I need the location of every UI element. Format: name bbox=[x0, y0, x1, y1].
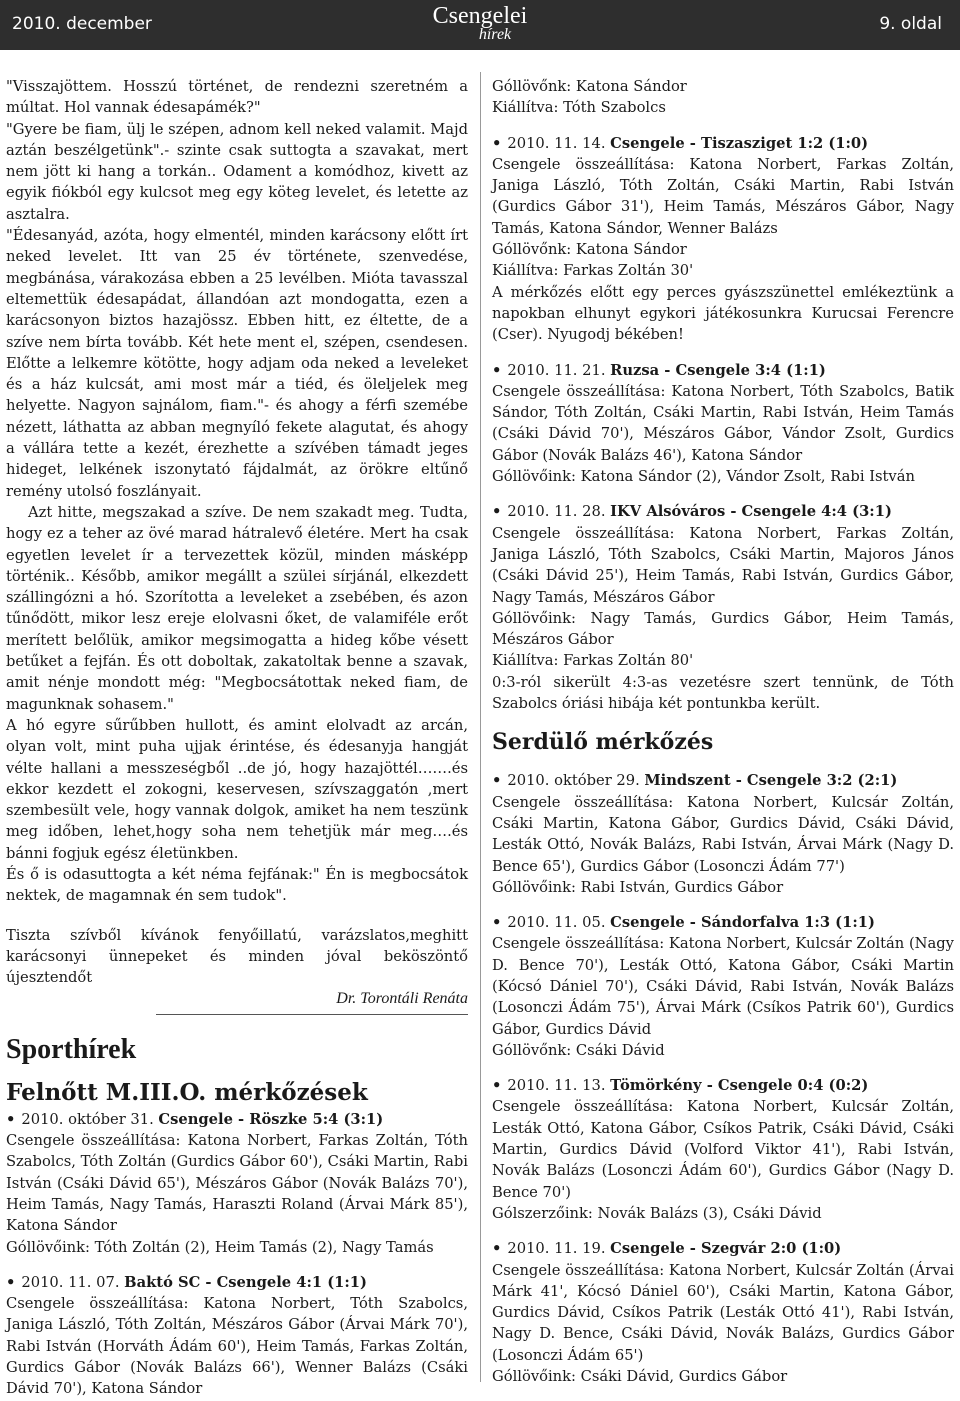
match-date: 2010. 11. 19. bbox=[507, 1240, 611, 1258]
match-detail: Csengele összeállítása: Katona Norbert, Kulcsár Zoltán (Nagy D. Bence 70'), Lesták Ottó, Katona Gábor, Csáki Martin (Kócsó Dániel 70'), Csáki Dávid, Rabi István, Novák Balázs (Losonczi Ádám 75'), Árvai Márk (Csíkos Patrik 60'), Gurdics Gábor, Gurdics Dávid bbox=[492, 935, 954, 1038]
masthead-title: Csengelei bbox=[432, 3, 528, 29]
match-detail: Csengele összeállítása: Katona Norbert, Kulcsár Zoltán, Lesták Ottó, Katona Gábor, Csíkos Patrik, Csáki Dávid, Csáki Martin, Gurdics Dávid (Volford Viktor 41'), Rabi István, Novák Balázs (Losonczi Ádám 60'), Gurdics Gábor (Nagy D. Bence 70') bbox=[492, 1098, 954, 1201]
match-detail: Csengele összeállítása: Katona Norbert, Tóth Szabolcs, Janiga László, Tóth Zoltán, Mészáros Gábor (Árvai Márk 70'), Rabi István (Horváth Ádám 60'), Heim Tamás, Farkas Zoltán, Gurdics Gábor (Novák Balázs 66'), Wenner Balázs (Csáki Dávid 70'), Katona Sándor bbox=[6, 1295, 468, 1398]
match-report bbox=[492, 501, 954, 714]
adult-matches-list-continued bbox=[492, 76, 954, 714]
match-detail: Góllövőnk: Katona Sándor bbox=[492, 241, 687, 259]
match-detail: Csengele összeállítása: Katona Norbert, Tóth Szabolcs, Batik Sándor, Tóth Zoltán, Csáki Martin, Rabi István, Heim Tamás (Csáki Dávid 70'), Mészáros Gábor, Vándor Zsolt, Gurdics Gábor (Novák Balázs 46'), Katona Sándor bbox=[492, 382, 954, 464]
match-detail: Kiállítva: Farkas Zoltán 80' bbox=[492, 652, 694, 670]
bullet-icon: • bbox=[492, 914, 502, 932]
match-report bbox=[492, 1075, 954, 1224]
match-report bbox=[492, 1238, 954, 1387]
match-report bbox=[492, 360, 954, 488]
bullet-icon: • bbox=[492, 134, 502, 152]
story-paragraph: "Édesanyád, azóta, hogy elmentél, minden karácsony előtt írt neked levelet. Itt van 25 év története, szenvedése, megbánása, várakozása ebben a 25 levélben. Mióta tavasszal eltemettük édesapádat, állandóan azt mondogatta, ezen a karácsonyon biztos hazajössz. Ebben hitt, ez éltette, de a szíve nem bírta tovább. Két hete ment el, szépen, csendesen. Előtte a lelkemre kötötte, hogy adjam oda neked a leveleket és a ház kulcsát, ami most már a tiéd, és öleljelek meg helyette. Nagyon sajnálom, fiam."- és ahogy a férfi szemébe nézett, láthatta az abban megnyíló fekete alagutat, és ahogy a vállára tette a kezét, érezhette a szívében támadt jeges hideget, lelkének iszonytató fájdalmát, az örökre eltűnő remény utolsó foszlányait. bbox=[6, 227, 468, 500]
match-detail: Góllövőink: Tóth Zoltán (2), Heim Tamás (2), Nagy Tamás bbox=[6, 1238, 434, 1256]
match-detail: Góllövőnk: Csáki Dávid bbox=[492, 1041, 665, 1059]
match-heading bbox=[6, 1272, 468, 1293]
match-date: 2010. 11. 28. bbox=[507, 503, 611, 521]
story-paragraph: Azt hitte, megszakad a szíve. De nem szakadt meg. Tudta, hogy ez a teher az övé marad hátralevő életére. Mert ha csak egyetlen levelet ír a tervezettek közül, minden másképp történik.. Később, amikor megállt a szülei sírjánál, elkezdett szállingózni a hó. Szorította a leveleket a zsebében, és azon tűnődött, mikor lesz ereje elolvasni őket, de valamiféle erőt merített belőlük, amikor megsimogatta a hideg kőbe vésett betűket a fejfán. És ott doboltak, zakatoltak benne a szavak, amit nénje mondott még: "Megbocsátottak neked fiam, de magunknak sohasem." bbox=[6, 503, 468, 713]
match-detail: Csengele összeállítása: Katona Norbert, Farkas Zoltán, Janiga László, Tóth Zoltán, Csáki Martin, Rabi István (Gurdics Gábor 31'), Heim Tamás, Mészáros Gábor, Nagy Tamás, Katona Sándor, Wenner Balázs bbox=[492, 155, 954, 237]
match-heading bbox=[492, 501, 954, 522]
match-detail: Csengele összeállítása: Katona Norbert, Kulcsár Zoltán (Árvai Márk 41', Kócsó Dániel 60'), Csáki Martin, Katona Gábor, Gurdics Dávid, Csíkos Patrik (Lesták Ottó 41'), Rabi István, Nagy D. Bence, Csáki Dávid, Novák Balázs, Gurdics Gábor (Losonczi Ádám 65') bbox=[492, 1261, 954, 1364]
match-detail: Kiállítva: Tóth Szabolcs bbox=[492, 99, 666, 117]
page-header bbox=[0, 0, 960, 50]
match-title: IKV Alsóváros - Csengele 4:4 (3:1) bbox=[610, 503, 892, 521]
match-detail: Csengele összeállítása: Katona Norbert, Farkas Zoltán, Tóth Szabolcs, Tóth Zoltán (Gurdics Gábor 60'), Csáki Martin, Rabi István (Csáki Dávid 65'), Mészáros Gábor (Novák Balázs 70'), Heim Tamás, Nagy Tamás, Haraszti Roland (Árvai Márk 85'), Katona Sándor bbox=[6, 1132, 468, 1235]
match-title: Csengele - Sándorfalva 1:3 (1:1) bbox=[610, 914, 875, 932]
match-heading bbox=[492, 770, 954, 791]
match-heading bbox=[492, 912, 954, 933]
bullet-icon: • bbox=[492, 503, 502, 521]
match-report bbox=[492, 912, 954, 1061]
match-detail: Csengele összeállítása: Katona Norbert, Farkas Zoltán, Janiga László, Tóth Szabolcs, Csáki Martin, Majoros János (Csáki Dávid 25'), Heim Tamás, Rabi István, Gurdics Gábor, Nagy Tamás, Mészáros Gábor bbox=[492, 524, 954, 606]
match-detail: Góllövőink: Csáki Dávid, Gurdics Gábor bbox=[492, 1368, 788, 1386]
section-title: Sporthírek bbox=[6, 1033, 137, 1065]
bullet-icon: • bbox=[6, 1273, 16, 1291]
story-paragraph: A hó egyre sűrűbben hullott, és amint elolvadt az arcán, olyan volt, mint puha ujjak érintése, és édesanyja hangját vélte hallani a messzeségből ..de jó, hogy hazajöttél…….és ekkor kezdett el zokogni, keservesen, szívszaggatón ,mert szembesült vele, hogy vannak dolgok, amiket ha nem teszünk meg időben, lehet,hogy soha nem tehetjük már meg….és bánni fogjuk egész életünkben. bbox=[6, 716, 468, 862]
match-title: Ruzsa - Csengele 3:4 (1:1) bbox=[610, 361, 826, 379]
match-date: 2010. 11. 14. bbox=[507, 134, 611, 152]
match-detail: Gólszerzőink: Novák Balázs (3), Csáki Dávid bbox=[492, 1204, 822, 1222]
story-paragraph: "Gyere be fiam, ülj le szépen, adnom kell neked valamit. Majd aztán beszélgetünk".- szinte csak suttogta a szavakat, mert nem jött ki hang a torkán.. Odament a komódhoz, kivett az egyik fiókból egy kulcsot meg egy köteg levelet, és letette az asztalra. bbox=[6, 120, 468, 223]
match-detail: Góllövőnk: Katona Sándor bbox=[492, 78, 687, 95]
match-title: Csengele - Tiszasziget 1:2 (1:0) bbox=[610, 134, 869, 152]
match-date: 2010. 11. 07. bbox=[21, 1273, 125, 1291]
match-detail: Csengele összeállítása: Katona Norbert, Kulcsár Zoltán, Csáki Martin, Katona Gábor, Gurdics Dávid, Csáki Dávid, Lesták Ottó, Novák Balázs, Rabi István, Árvai Márk (Nagy D. Bence 65'), Gurdics Gábor (Losonczi Ádám 77') bbox=[492, 793, 954, 875]
youth-matches-heading: Serdülő mérkőzés bbox=[492, 729, 714, 756]
bullet-icon: • bbox=[492, 1240, 502, 1258]
match-report bbox=[492, 770, 954, 898]
right-column bbox=[492, 76, 954, 1401]
match-report bbox=[6, 1272, 468, 1400]
match-title: Csengele - Röszke 5:4 (3:1) bbox=[158, 1110, 384, 1128]
story-paragraph: És ő is odasuttogta a két néma fejfának:" Én is megbocsátok nektek, de magamnak én sem tudok". bbox=[6, 865, 468, 905]
issue-date: 2010. december bbox=[12, 14, 152, 34]
column-divider bbox=[480, 72, 481, 1382]
story-paragraph: "Visszajöttem. Hosszú történet, de rendezni szeretném a múltat. Hol vannak édesapámék?" bbox=[6, 78, 468, 117]
match-heading bbox=[492, 1238, 954, 1259]
match-detail: Góllövőink: Rabi István, Gurdics Gábor bbox=[492, 878, 784, 896]
match-report bbox=[6, 1109, 468, 1258]
match-report bbox=[492, 133, 954, 346]
match-detail: A mérkőzés előtt egy perces gyászszünettel emlékeztünk a napokban elhunyt egykori játékosunkra Kurucsai Ferencre (Cser). Nyugodj békében! bbox=[492, 283, 954, 344]
match-date: 2010. 11. 13. bbox=[507, 1077, 611, 1095]
match-title: Mindszent - Csengele 3:2 (2:1) bbox=[644, 772, 898, 790]
masthead-subtitle: hírek bbox=[478, 26, 512, 43]
match-heading bbox=[492, 360, 954, 381]
adult-matches-heading: Felnőtt M.III.O. mérkőzések bbox=[6, 1078, 368, 1106]
signature-rule bbox=[156, 1014, 468, 1015]
masthead bbox=[0, 4, 960, 42]
bullet-icon: • bbox=[6, 1110, 16, 1128]
match-heading bbox=[6, 1109, 468, 1130]
match-detail: 0:3-ról sikerült 4:3-as vezetésre szert tennünk, de Tóth Szabolcs óriási hibája két pontunkba került. bbox=[492, 673, 954, 713]
match-detail: Góllövőink: Nagy Tamás, Gurdics Gábor, Heim Tamás, Mészáros Gábor bbox=[492, 609, 954, 649]
match-date: 2010. október 31. bbox=[21, 1110, 159, 1128]
youth-matches-list bbox=[492, 770, 954, 1387]
holiday-wish: Tiszta szívből kívánok fenyőillatú, varázslatos,meghitt karácsonyi ünnepeket és minden jóval beköszöntő újesztendőt bbox=[6, 926, 468, 987]
adult-matches-list bbox=[6, 1109, 468, 1400]
match-date: 2010. 11. 05. bbox=[507, 914, 611, 932]
bullet-icon: • bbox=[492, 361, 502, 379]
match-title: Baktó SC - Csengele 4:1 (1:1) bbox=[124, 1273, 367, 1291]
page-number: 9. oldal bbox=[879, 14, 942, 34]
match-report bbox=[492, 76, 954, 119]
bullet-icon: • bbox=[492, 1077, 502, 1095]
match-detail: Góllövőink: Katona Sándor (2), Vándor Zsolt, Rabi István bbox=[492, 468, 915, 486]
left-column bbox=[6, 76, 468, 1400]
author-signature: Dr. Torontáli Renáta bbox=[336, 990, 468, 1008]
match-title: Csengele - Szegvár 2:0 (1:0) bbox=[610, 1240, 842, 1258]
bullet-icon: • bbox=[492, 772, 502, 790]
match-heading bbox=[492, 1075, 954, 1096]
match-detail: Kiállítva: Farkas Zoltán 30' bbox=[492, 262, 694, 280]
match-title: Tömörkény - Csengele 0:4 (0:2) bbox=[610, 1077, 869, 1095]
match-date: 2010. 11. 21. bbox=[507, 361, 611, 379]
match-date: 2010. október 29. bbox=[507, 772, 645, 790]
match-heading bbox=[492, 133, 954, 154]
